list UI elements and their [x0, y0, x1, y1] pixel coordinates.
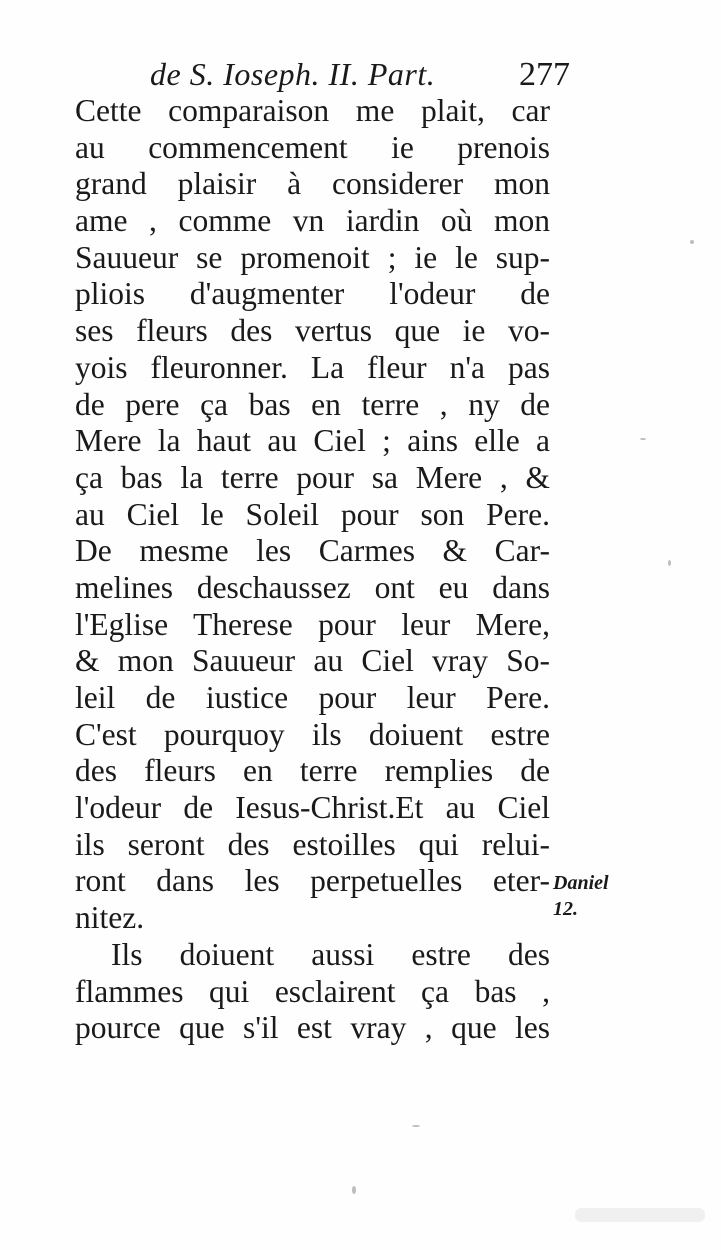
text-line: Ils doiuent aussi estre des	[111, 936, 550, 972]
scan-watermark	[575, 1208, 705, 1222]
text-line: l'odeur de Iesus-Christ.Et au Ciel	[75, 790, 550, 826]
text-line: ses fleurs des vertus que ie vo-	[75, 313, 550, 349]
text-line: de pere ça bas en terre , ny de	[75, 386, 550, 422]
text-line: C'est pourquoy ils doiuent estre	[75, 716, 550, 752]
scan-speck	[352, 1186, 356, 1194]
text-line: ront dans les perpetuelles eter-	[75, 863, 550, 899]
text-line: Mere la haut au Ciel ; ains elle a	[75, 423, 550, 459]
text-line: flammes qui esclairent ça bas ,	[75, 973, 550, 1009]
text-line: grand plaisir à considerer mon	[75, 166, 550, 202]
margin-note-reference: Daniel	[553, 872, 609, 894]
scan-speck	[690, 240, 694, 244]
text-line: ils seront des estoilles qui relui-	[75, 826, 550, 862]
text-line: ame , comme vn iardin où mon	[75, 203, 550, 239]
scan-speck	[640, 438, 646, 440]
page-header	[150, 56, 570, 96]
text-line: & mon Sauueur au Ciel vray So-	[75, 643, 550, 679]
text-line: ça bas la terre pour sa Mere , &	[75, 459, 550, 495]
running-head: de S. Ioseph. II. Part.	[150, 56, 436, 92]
text-line: au commencement ie prenois	[75, 129, 550, 165]
scan-speck	[668, 560, 671, 566]
text-line: pliois d'augmenter l'odeur de	[75, 276, 550, 312]
text-line: pource que s'il est vray , que les	[75, 1010, 550, 1046]
text-line: leil de iustice pour leur Pere.	[75, 680, 550, 715]
text-line: De mesme les Carmes & Car-	[75, 533, 550, 569]
text-line: au Ciel le Soleil pour son Pere.	[75, 496, 550, 532]
text-line: l'Eglise Therese pour leur Mere,	[75, 606, 550, 642]
text-line: Sauueur se promenoit ; ie le sup-	[75, 239, 550, 275]
margin-note-chapter: 12.	[553, 898, 578, 920]
text-line: Cette comparaison me plait, car	[75, 93, 550, 128]
text-line: yois fleuronner. La fleur n'a pas	[75, 349, 550, 385]
margin-note	[553, 870, 653, 922]
scan-speck	[412, 1125, 420, 1127]
page-number: 277	[519, 56, 570, 93]
text-line: nitez.	[75, 900, 145, 936]
text-line: melines deschaussez ont eu dans	[75, 569, 550, 605]
text-line: des fleurs en terre remplies de	[75, 753, 550, 789]
body-text	[75, 93, 550, 1047]
